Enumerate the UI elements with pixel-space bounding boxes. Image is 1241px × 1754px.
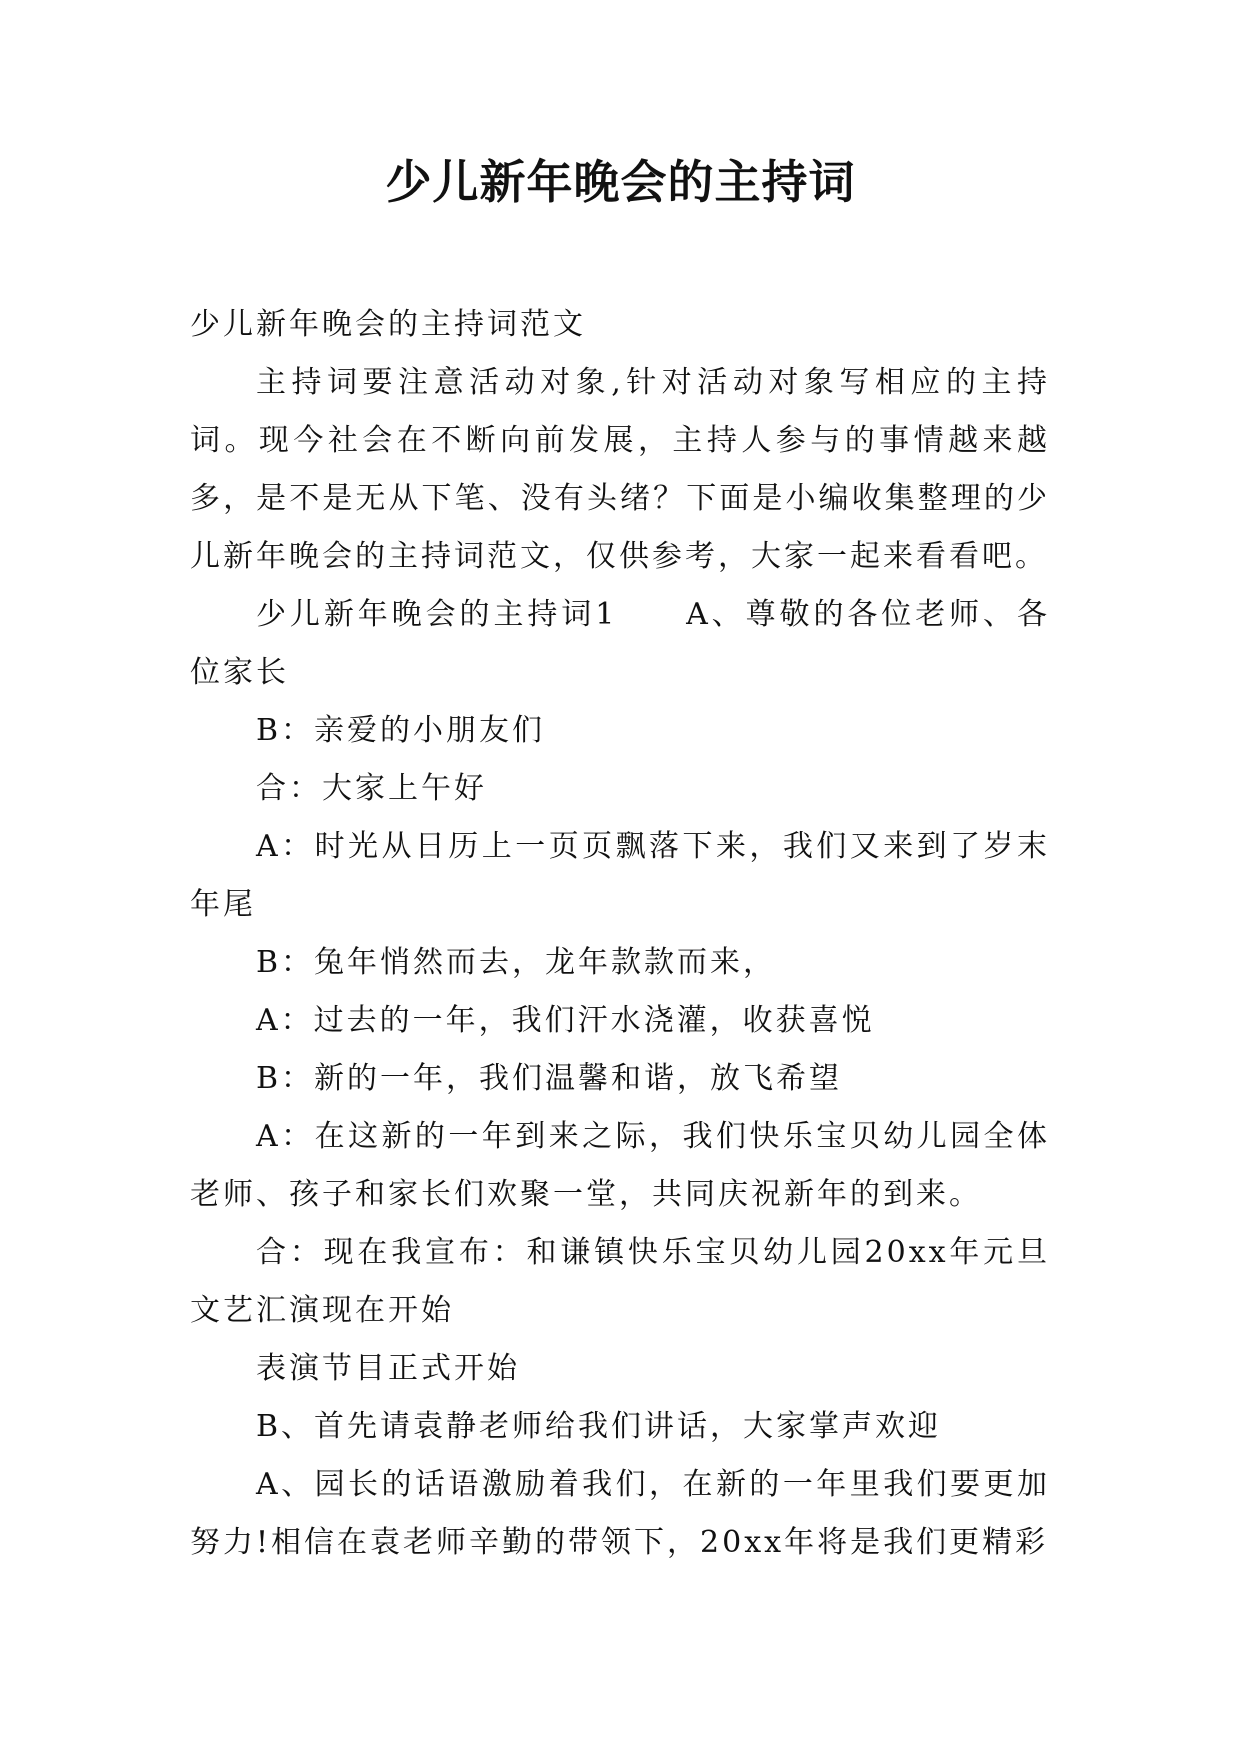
paragraph: B：兔年悄然而去，龙年款款而来， <box>256 945 777 980</box>
paragraph: 合：现在我宣布：和谦镇快乐宝贝幼儿园20xx年元旦文艺汇演现在开始 <box>190 1235 1050 1328</box>
paragraph: 主持词要注意活动对象,针对活动对象写相应的主持词。现今社会在不断向前发展，主持人参与的事情越来越多，是不是无从下笔、没有头绪？下面是小编收集整理的少儿新年晚会的主持词范文，仅供参考，大家一起来看看吧。 <box>190 365 1050 574</box>
paragraph: 合：大家上午好 <box>256 771 487 806</box>
paragraph: A、园长的话语激励着我们，在新的一年里我们要更加努力!相信在袁老师辛勤的带领下，20xx年将是我们更精彩 <box>190 1467 1050 1560</box>
document-title: 少儿新年晚会的主持词 <box>385 155 856 209</box>
paragraph: B：亲爱的小朋友们 <box>256 713 546 748</box>
paragraph: A：在这新的一年到来之际，我们快乐宝贝幼儿园全体老师、孩子和家长们欢聚一堂，共同庆祝新年的到来。 <box>190 1119 1050 1212</box>
paragraph: 少儿新年晚会的主持词1 A、尊敬的各位老师、各位家长 <box>190 597 1050 690</box>
paragraph: B、首先请袁静老师给我们讲话，大家掌声欢迎 <box>256 1409 942 1444</box>
paragraph: A：过去的一年，我们汗水浇灌，收获喜悦 <box>256 1003 875 1038</box>
paragraph: 少儿新年晚会的主持词范文 <box>190 307 586 342</box>
document-body <box>190 296 1050 1572</box>
paragraph: B：新的一年，我们温馨和谐，放飞希望 <box>256 1061 843 1096</box>
paragraph: A：时光从日历上一页页飘落下来，我们又来到了岁末年尾 <box>190 829 1050 922</box>
paragraph: 表演节目正式开始 <box>256 1351 520 1386</box>
